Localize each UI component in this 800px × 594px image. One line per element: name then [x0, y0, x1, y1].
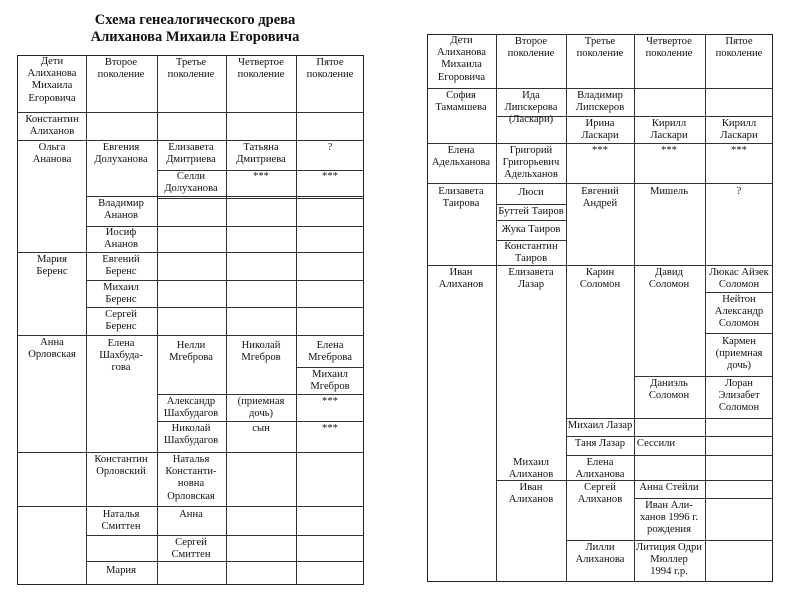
table-rule	[86, 280, 364, 281]
cell-anna-orlovskaya: Анна Орловская	[28, 337, 76, 361]
cell-karmen: Кармен (приемная дочь)	[715, 336, 763, 372]
cell-evgeniy-berens: Евгений Беренс	[102, 254, 140, 278]
table-rule	[705, 333, 773, 334]
table-rule	[17, 140, 364, 141]
cell-mikhail-berens: Михаил Беренс	[103, 282, 139, 306]
table-rule	[17, 112, 364, 113]
cell-irina: Ирина Ласкари	[581, 118, 619, 142]
cell-vladimir: Владимир Ананов	[98, 198, 144, 222]
cell-mikhail-lazar: Михаил Лазар	[567, 420, 633, 431]
cell-iosif: Иосиф Ананов	[104, 227, 138, 251]
header-children: Дети Алиханова Михаила Егоровича	[27, 56, 77, 104]
cell-elena-shakhbudagova: Елена Шахбуда- гова	[99, 338, 143, 374]
table-rule	[427, 88, 773, 89]
cell-stars: ***	[592, 145, 608, 156]
title-line-2: Алиханова Михаила Егоровича	[90, 29, 300, 45]
cell-natalia-orlovskaya: Наталья Константи- новна Орловская	[165, 454, 217, 502]
table-rule	[427, 143, 773, 144]
cell-vladimir-lipskerov: Владимир Липскеров	[575, 90, 625, 114]
cell-konstantin-orlovskiy: Константин Орловский	[94, 454, 148, 478]
cell-sergey-smitten: Сергей Смиттен	[171, 537, 211, 561]
cell-ivan-alikhanov-2: Иван Алиханов	[508, 482, 554, 506]
table-rule	[157, 421, 364, 422]
cell-tanya-lazar: Таня Лазар	[574, 438, 626, 449]
cell-konstantin-tairov: Константин Таиров	[504, 241, 558, 265]
table-rule	[566, 418, 773, 419]
table-rule	[86, 196, 364, 197]
cell-mikhail-alikhanov: Михаил Алиханов	[508, 457, 554, 481]
cell-elizaveta-d: Елизавета Дмитриева	[166, 142, 216, 166]
cell-ivan-1996: Иван Али- ханов 1996 г. рождения	[639, 500, 699, 536]
cell-mishel: Мишель	[649, 186, 689, 197]
table-rule	[427, 265, 773, 266]
cell-evgenia: Евгения Долуханова	[94, 142, 148, 166]
cell-anna-smitten: Анна	[179, 509, 203, 520]
cell-maria-berens: Мария Беренс	[36, 254, 68, 278]
table-rule	[86, 307, 364, 308]
cell-ivan-alikhanov: Иван Алиханов	[438, 267, 484, 291]
header-gen3: Третье поколение	[576, 36, 624, 60]
cell-tatiana: Татьяна Дмитриева	[236, 142, 286, 166]
cell-elena-adelkhanova: Елена Адельханова	[431, 145, 491, 169]
table-rule	[705, 292, 773, 293]
header-gen4: Четвертое поколение	[237, 57, 285, 81]
cell-lyusi: Люси	[518, 187, 544, 198]
cell-stars: ***	[322, 396, 338, 407]
cell-buttey: Буттей Таиров	[498, 206, 564, 217]
table-rule	[17, 506, 364, 507]
table-rule	[566, 455, 773, 456]
cell-david: Давид Соломон	[648, 267, 690, 291]
cell-karin: Карин Соломон	[579, 267, 621, 291]
table-rule	[496, 220, 566, 221]
cell-adopted: (приемная дочь)	[237, 396, 285, 420]
table-rule	[17, 335, 364, 336]
cell-maria: Мария	[106, 565, 136, 576]
cell-natalia-smitten: Наталья Смиттен	[101, 509, 141, 533]
cell-anna-steyli: Анна Стейли	[639, 482, 699, 493]
page-title	[40, 12, 350, 46]
table-rule	[157, 394, 364, 395]
cell-lititsia: Литиция Одри Мюллер 1994 г.р.	[636, 542, 702, 578]
table-rule	[566, 540, 773, 541]
cell-lilli: Лилли Алиханова	[575, 542, 625, 566]
cell-sessili: Сессили	[636, 438, 676, 449]
header-gen4: Четвертое поколение	[645, 36, 693, 60]
header-gen3: Третье поколение	[167, 57, 215, 81]
title-line-1: Схема генеалогического древа	[94, 12, 296, 28]
header-gen2: Второе поколение	[97, 57, 145, 81]
cell-nikolay-mgebrov: Николай Мгебров	[241, 340, 281, 364]
header-gen5: Пятое поколение	[306, 57, 354, 81]
cell-loran: Лоран Элизабет Соломон	[718, 378, 760, 414]
cell-konstantin: Константин Алиханов	[25, 114, 79, 138]
table-rule	[566, 436, 773, 437]
cell-grigoriy: Григорий Григорьевич Адельханов	[502, 145, 560, 181]
cell-daniel: Даниэль Соломон	[648, 378, 690, 402]
header-children: Дети Алиханова Михаила Егоровича	[437, 35, 486, 83]
cell-stars: ***	[661, 145, 677, 156]
cell-sofia: София Тамамшева	[435, 90, 487, 114]
table-rule	[634, 376, 773, 377]
cell-evgeniy-andrey: Евгений Андрей	[581, 186, 619, 210]
cell-elena-mgebrova: Елена Мгеброва	[308, 340, 352, 364]
cell-stars: ***	[253, 171, 269, 182]
table-rule	[86, 535, 364, 536]
cell-aleksandr: Александр Шахбудагов	[163, 396, 219, 420]
table-rule	[427, 183, 773, 184]
cell-sergey-alikhanov: Сергей Алиханов	[577, 482, 623, 506]
table-rule	[634, 498, 773, 499]
cell-stars: ***	[322, 171, 338, 182]
cell-neyton: Нейтон Александр Соломон	[714, 294, 764, 330]
header-gen2: Второе поколение	[507, 36, 555, 60]
cell-ida: Ида Липскерова (Ласкари)	[504, 90, 558, 126]
cell-zhuka: Жука Таиров	[501, 224, 561, 235]
table-rule	[17, 452, 364, 453]
cell-stars: ***	[322, 423, 338, 434]
cell-elizaveta-tairova: Елизавета Таирова	[438, 186, 484, 210]
cell-mikhail-mgebrov: Михаил Мгебров	[310, 369, 350, 393]
cell-lyukas: Люкас Айзек Соломон	[709, 267, 769, 291]
cell-stars: ***	[731, 145, 747, 156]
cell-selli: Селли Долуханова	[164, 171, 218, 195]
cell-olga: Ольга Ананова	[32, 142, 72, 166]
table-rule	[296, 367, 364, 368]
table-rule	[86, 252, 364, 253]
table-rule	[157, 198, 364, 199]
cell-unknown: ?	[736, 186, 742, 197]
cell-unknown: ?	[327, 142, 333, 153]
cell-elena-alikhanova: Елена Алиханова	[575, 457, 625, 481]
header-gen5: Пятое поколение	[715, 36, 763, 60]
cell-kirill: Кирилл Ласкари	[720, 118, 758, 142]
cell-son: сын	[252, 423, 270, 434]
cell-kirill: Кирилл Ласкари	[650, 118, 688, 142]
cell-elizaveta-lazar: Елизавета Лазар	[508, 267, 554, 291]
cell-sergey-berens: Сергей Беренс	[105, 309, 137, 333]
cell-nikolay-shakhbudagov: Николай Шахбудагов	[163, 423, 219, 447]
cell-nelli: Нелли Мгеброва	[169, 340, 213, 364]
